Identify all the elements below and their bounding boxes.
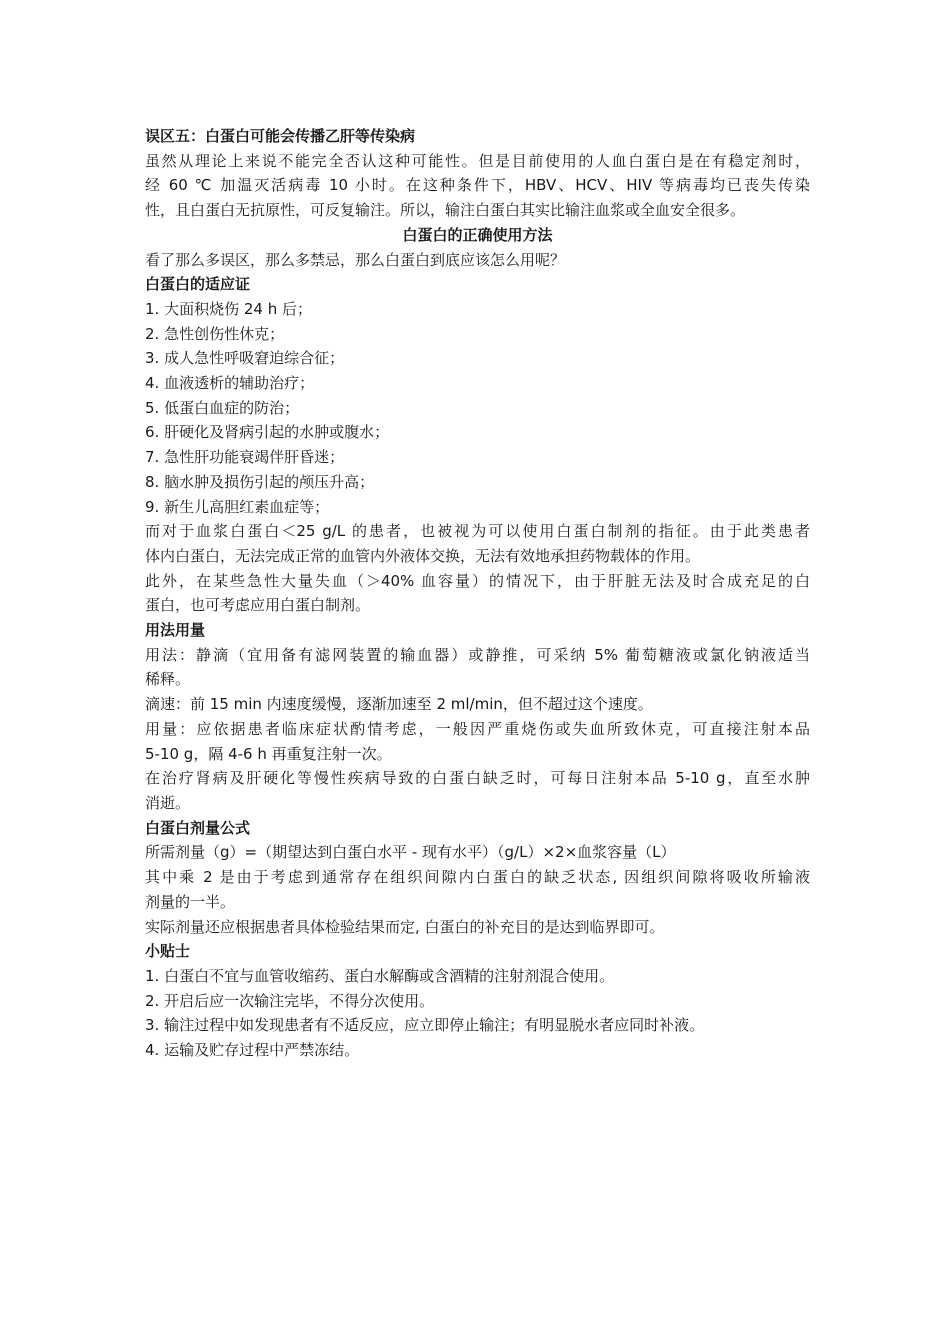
indication-item: 8. 脑水肿及损伤引起的颅压升高； — [145, 472, 375, 491]
section5-para-line: 性，且白蛋白无抗原性，可反复输注。所以，输注白蛋白其实比输注血浆或全血安全很多。 — [145, 201, 746, 220]
tip-item: 2. 开启后应一次输注完毕，不得分次使用。 — [145, 991, 435, 1010]
indication-item: 6. 肝硬化及肾病引起的水肿或腹水； — [145, 423, 390, 442]
indications-para-line: 此外，在某些急性大量失血（＞40% 血容量）的情况下，由于肝脏无法及时合成充足的白 — [145, 571, 810, 590]
usage-chronic-line: 在治疗肾病及肝硬化等慢性疾病导致的白蛋白缺乏时，可每日注射本品 5-10 g，直至水肿 — [145, 769, 810, 788]
usage-heading: 用法用量 — [145, 621, 206, 640]
section5-heading: 误区五：白蛋白可能会传播乙肝等传染病 — [145, 127, 416, 145]
tips-heading: 小贴士 — [145, 942, 191, 961]
indications-heading: 白蛋白的适应证 — [145, 275, 251, 294]
indication-item: 3. 成人急性呼吸窘迫综合征； — [145, 349, 345, 368]
indication-item: 2. 急性创伤性休克； — [145, 324, 285, 343]
tip-item: 3. 输注过程中如发现患者有不适反应，应立即停止输注；有明显脱水者应同时补液。 — [145, 1016, 705, 1035]
section5-para-line: 虽然从理论上来说不能完全否认这种可能性。但是目前使用的人血白蛋白是在有稳定剂时， — [145, 151, 810, 170]
usage-method-line: 稀释。 — [145, 670, 191, 689]
document-page — [145, 124, 810, 1063]
section5-para-line: 经 60 ℃ 加温灭活病毒 10 小时。在这种条件下，HBV、HCV、HIV 等病毒均已丧失传染 — [145, 176, 810, 195]
indication-item: 5. 低蛋白血症的防治； — [145, 398, 300, 417]
indication-item: 9. 新生儿高胆红素血症等； — [145, 497, 330, 516]
usage-drip-speed: 滴速：前 15 min 内速度缓慢，逐渐加速至 2 ml/min，但不超过这个速度。 — [145, 695, 653, 714]
indications-para-line: 体内白蛋白，无法完成正常的血管内外液体交换，无法有效地承担药物载体的作用。 — [145, 546, 701, 565]
indications-para-line: 而对于血浆白蛋白＜25 g/L 的患者，也被视为可以使用白蛋白制剂的指征。由于此类患者 — [145, 522, 810, 541]
formula-heading: 白蛋白剂量公式 — [145, 818, 251, 837]
indication-item: 7. 急性肝功能衰竭伴肝昏迷； — [145, 448, 345, 467]
usage-dose-line: 5-10 g，隔 4-6 h 再重复注射一次。 — [145, 744, 392, 763]
indication-item: 4. 血液透析的辅助治疗； — [145, 374, 315, 393]
indications-para-line: 蛋白，也可考虑应用白蛋白制剂。 — [145, 596, 371, 615]
formula-text: 所需剂量（g）=（期望达到白蛋白水平 - 现有水平）（g/L）×2×血浆容量（L） — [145, 843, 676, 862]
formula-actual: 实际剂量还应根据患者具体检验结果而定, 白蛋白的补充目的是达到临界即可。 — [145, 917, 665, 936]
indication-item: 1. 大面积烧伤 24 h 后； — [145, 299, 312, 318]
usage-chronic-line: 消逝。 — [145, 793, 191, 812]
usage-dose-line: 用量：应依据患者临床症状酌情考虑，一般因严重烧伤或失血所致休克，可直接注射本品 — [145, 719, 810, 738]
intro-text: 看了那么多误区，那么多禁忌，那么白蛋白到底应该怎么用呢？ — [145, 250, 566, 269]
tip-item: 4. 运输及贮存过程中严禁冻结。 — [145, 1041, 360, 1060]
formula-note-line: 剂量的一半。 — [145, 892, 236, 911]
main-title: 白蛋白的正确使用方法 — [402, 225, 553, 244]
formula-note-line: 其中乘 2 是由于考虑到通常存在组织间隙内白蛋白的缺乏状态, 因组织间隙将吸收所输液 — [145, 868, 810, 887]
usage-method-line: 用法：静滴（宜用备有滤网装置的输血器）或静推，可采纳 5% 葡萄糖液或氯化钠液适当 — [145, 645, 810, 664]
tip-item: 1. 白蛋白不宜与血管收缩药、蛋白水解酶或含酒精的注射剂混合使用。 — [145, 966, 615, 985]
